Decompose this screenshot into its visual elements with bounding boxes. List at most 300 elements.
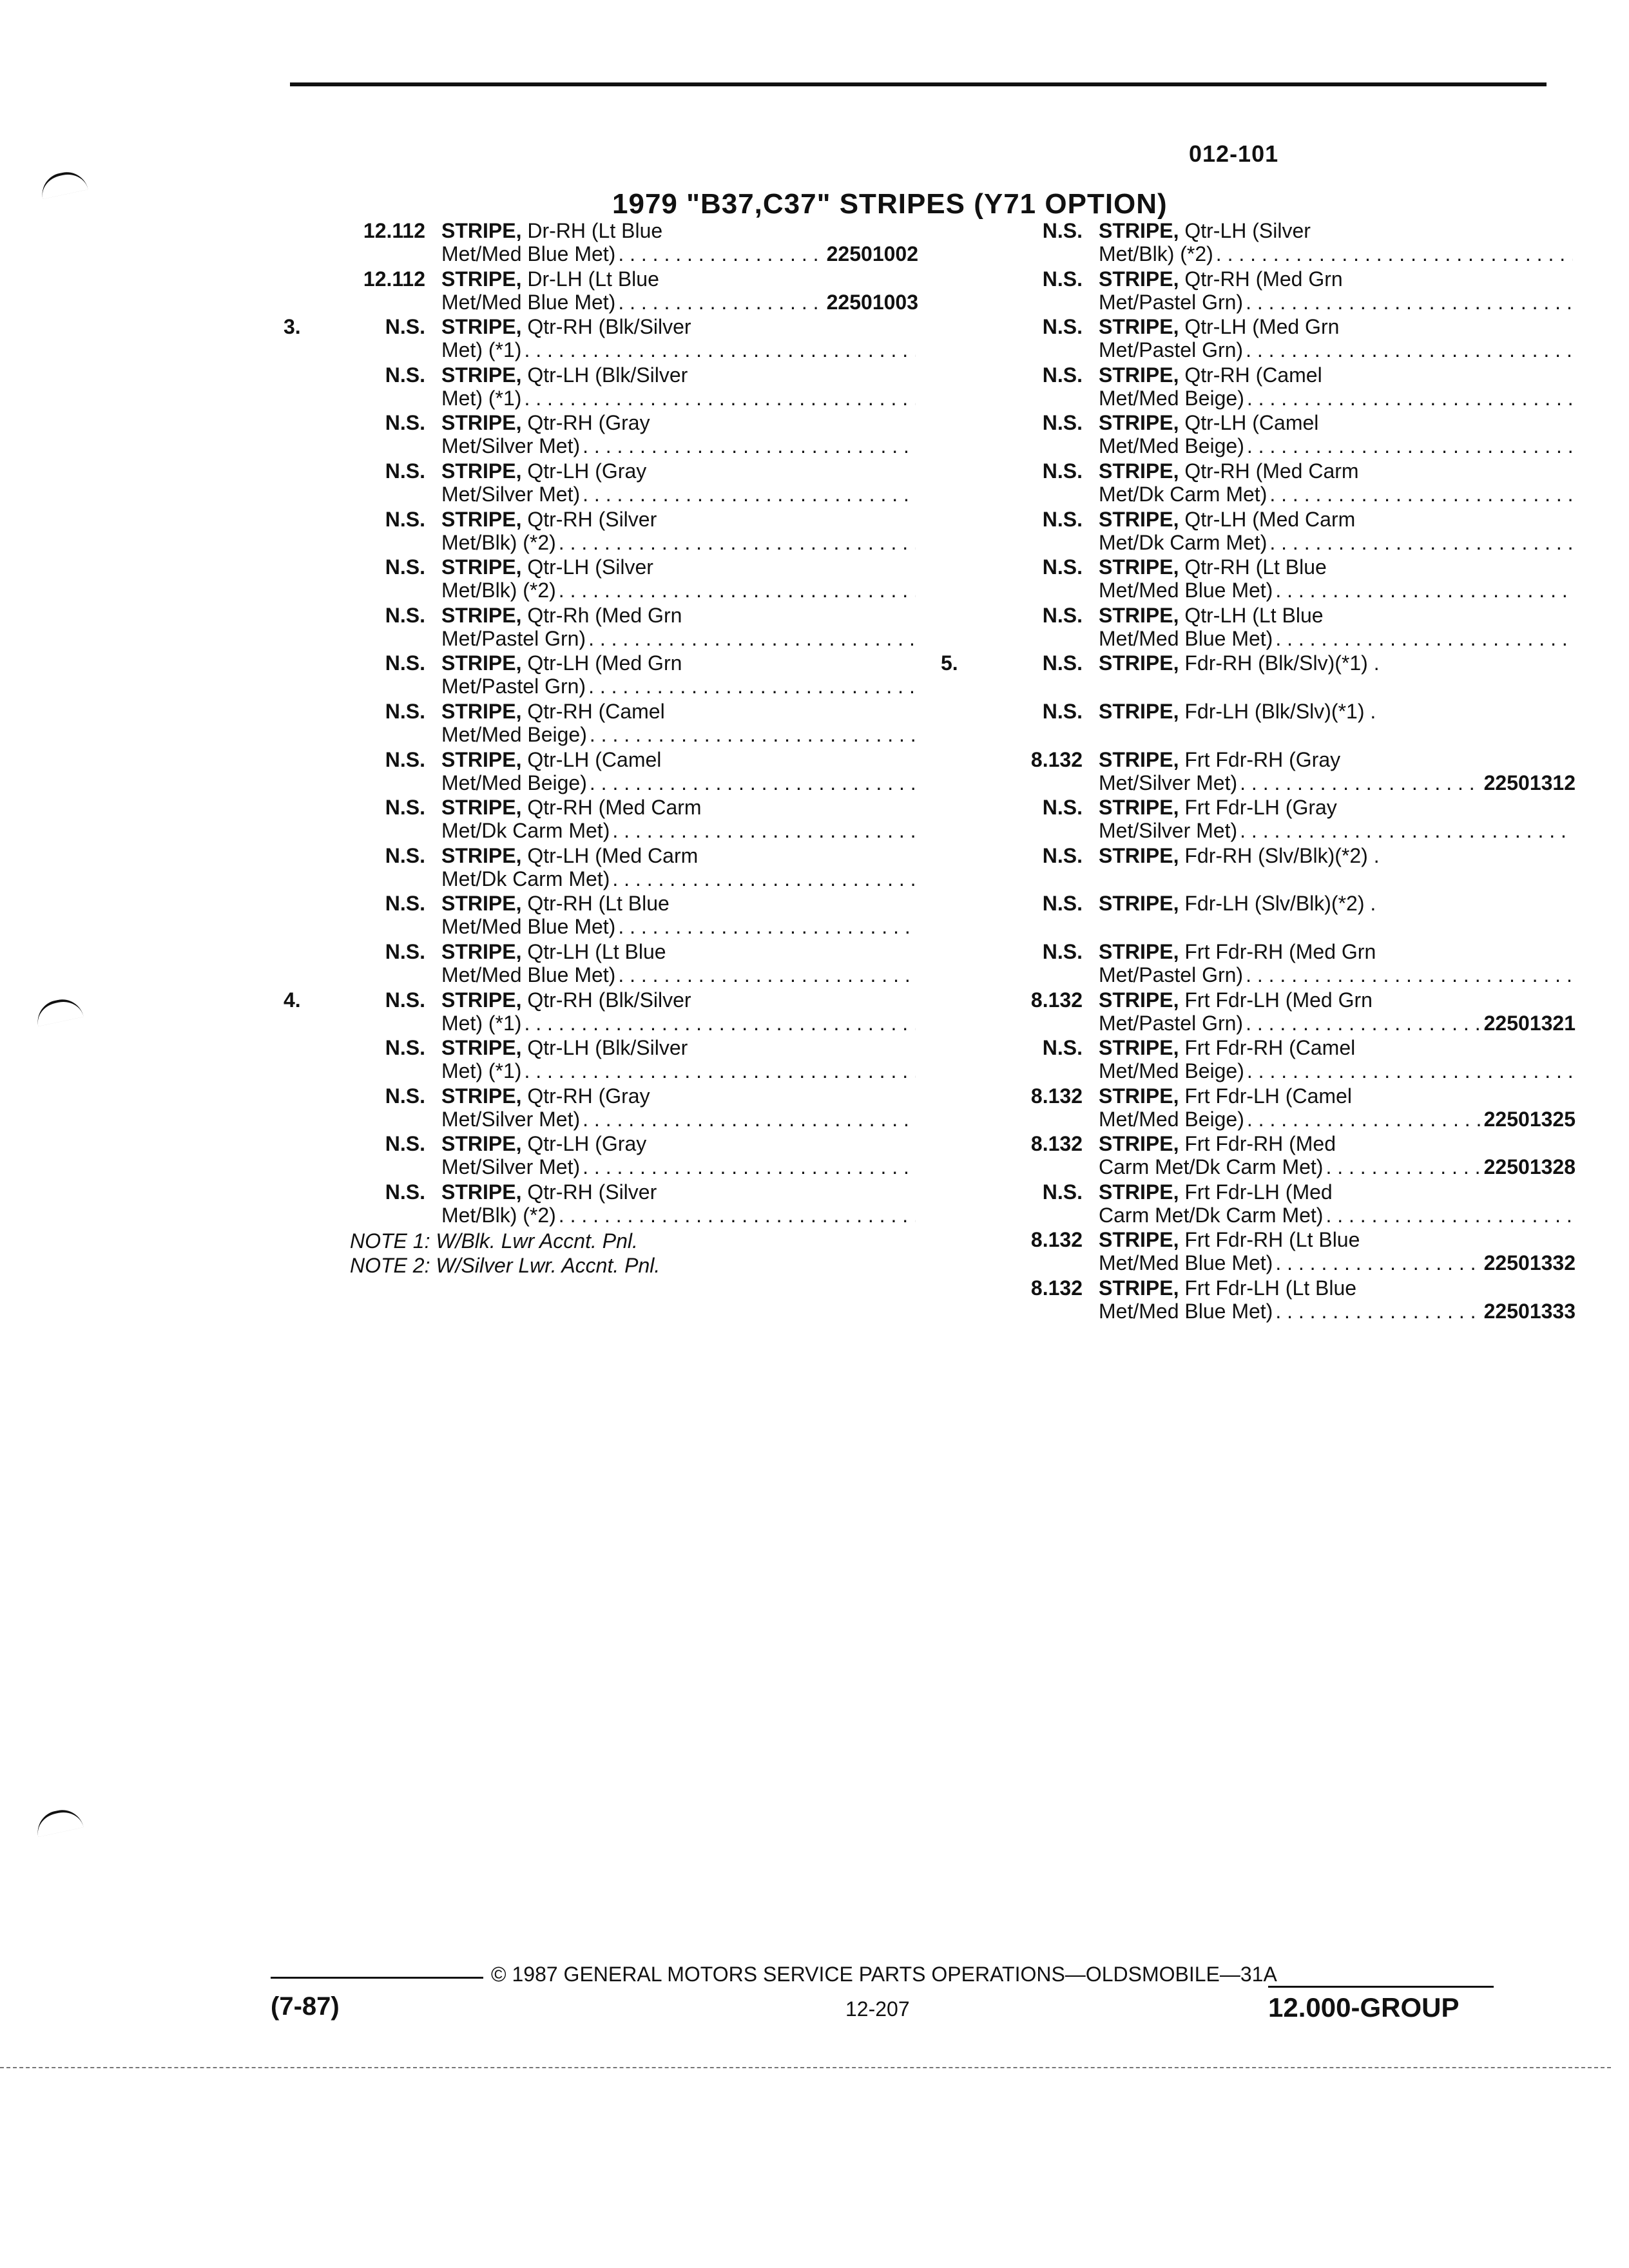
illustration-part-number: N.S. [385, 988, 425, 1012]
description-line-1: Qtr-LH (Blk/Silver [527, 1036, 688, 1060]
description-line-2: Met/Blk) (*2) [441, 530, 556, 554]
part-description [1099, 508, 1576, 554]
part-description [1099, 796, 1576, 842]
leader-dots [1246, 291, 1573, 314]
part-description [1099, 1180, 1576, 1227]
description-line-2: Met) (*1) [441, 338, 522, 362]
part-description [1099, 988, 1576, 1035]
description-line-1: Frt Fdr-LH (Med [1184, 1180, 1333, 1204]
parts-entry [284, 508, 928, 556]
description-line-2: Met/Silver Met) [1099, 819, 1238, 843]
description-line-2: Met/Blk) (*2) [441, 579, 556, 602]
parts-entry [284, 267, 928, 316]
gm-part-number: 22501332 [1483, 1251, 1576, 1275]
illustration-part-number: N.S. [1042, 796, 1083, 820]
parts-entry [284, 940, 928, 988]
part-description [441, 1036, 918, 1082]
description-line-1: Qtr-LH (Med Carm [1184, 507, 1356, 531]
parts-entry [941, 796, 1585, 844]
margin-mark [34, 1806, 83, 1837]
illustration-part-number: N.S. [1042, 363, 1083, 387]
illustration-part-number: N.S. [385, 747, 425, 771]
part-description [441, 651, 918, 698]
leader-dots [583, 434, 916, 457]
part-description: STRIPE, Fdr-LH (Slv/Blk)(*2) . [1099, 892, 1376, 916]
part-name: STRIPE, [1099, 555, 1179, 579]
footer-date-code: (7-87) [271, 1992, 340, 2021]
description-line-2: Met/Med Blue Met) [1099, 579, 1273, 602]
leader-dots [524, 387, 916, 410]
description-line-2: Met/Silver Met) [1099, 771, 1238, 794]
part-name: STRIPE, [1099, 459, 1179, 483]
part-name: STRIPE, [441, 1036, 522, 1060]
description-line-1: Qtr-RH (Camel [1184, 363, 1322, 387]
description-line-2: Met/Med Beige) [1099, 1059, 1244, 1083]
description-line-1: Qtr-LH (Camel [527, 747, 662, 771]
illustration-part-number: 8.132 [1030, 988, 1083, 1012]
parts-entry [284, 459, 928, 508]
illustration-part-number: 12.112 [363, 267, 425, 291]
part-name: STRIPE, [1099, 603, 1179, 627]
description-line-1: Frt Fdr-RH (Med Grn [1184, 939, 1376, 963]
description-line-1: Qtr-RH (Camel [527, 699, 665, 723]
part-name: STRIPE, [441, 315, 522, 339]
part-description [441, 459, 918, 506]
description-line-2: Met/Silver Met) [441, 1155, 581, 1179]
description-line-1: Qtr-Rh (Med Grn [527, 603, 682, 627]
description-line-1: Qtr-LH (Silver [527, 555, 653, 579]
leader-dots [1275, 579, 1573, 602]
part-description: STRIPE, Fdr-LH (Blk/Slv)(*1) . [1099, 699, 1376, 723]
description-line-1: Dr-RH (Lt Blue [527, 219, 663, 242]
part-name: STRIPE, [1099, 1036, 1179, 1060]
illustration-part-number: 8.132 [1030, 747, 1083, 771]
parts-entry [941, 411, 1585, 459]
part-description [441, 796, 918, 842]
description-line-2: Met/Med Beige) [441, 771, 587, 794]
part-description [441, 1084, 918, 1131]
illustration-part-number: N.S. [1042, 555, 1083, 579]
note-2: NOTE 2: W/Silver Lwr. Accnt. Pnl. [350, 1254, 660, 1277]
leader-dots [1269, 483, 1573, 506]
part-description [1099, 1132, 1576, 1178]
part-description [441, 508, 918, 554]
parts-entry [941, 1180, 1585, 1229]
part-name: STRIPE, [1099, 1228, 1179, 1252]
part-name: STRIPE, [441, 747, 522, 771]
part-description [1099, 940, 1576, 986]
description-line-1: Frt Fdr-RH (Camel [1184, 1036, 1356, 1060]
footer-rule-left [271, 1977, 483, 1979]
leader-dots [1246, 1012, 1481, 1035]
parts-entry [941, 508, 1585, 556]
illustration-part-number: N.S. [1042, 315, 1083, 339]
part-name: STRIPE, [441, 507, 522, 531]
description-line-2: Met/Pastel Grn) [1099, 1011, 1244, 1035]
part-name: STRIPE, [1099, 843, 1179, 867]
description-line-1: Qtr-RH (Silver [527, 507, 657, 531]
illustration-part-number: N.S. [1042, 507, 1083, 531]
description-line-1: Fdr-LH (Slv/Blk)(*2) [1184, 892, 1365, 916]
part-name: STRIPE, [441, 1180, 522, 1204]
part-description [441, 748, 918, 794]
part-description [441, 1180, 918, 1227]
parts-entry [941, 459, 1585, 508]
illustration-part-number: N.S. [385, 459, 425, 483]
description-line-2: Met/Pastel Grn) [441, 626, 586, 650]
leader-dots [1275, 627, 1573, 650]
part-description [1099, 1228, 1576, 1274]
parts-entry [284, 700, 928, 748]
description-line-1: Frt Fdr-RH (Lt Blue [1184, 1228, 1360, 1252]
part-name: STRIPE, [1099, 411, 1179, 435]
illustration-part-number: N.S. [1042, 1180, 1083, 1204]
description-line-1: Frt Fdr-LH (Lt Blue [1184, 1276, 1357, 1300]
leader-dots [1247, 387, 1573, 410]
gm-part-number: 22501321 [1483, 1011, 1576, 1035]
description-line-2: Met/Med Blue Met) [1099, 626, 1273, 650]
leader-dots [1325, 1204, 1573, 1227]
part-name: STRIPE, [1099, 988, 1179, 1012]
part-description [1099, 459, 1576, 506]
illustration-part-number: N.S. [385, 603, 425, 627]
description-line-1: Qtr-RH (Med Carm [1184, 459, 1359, 483]
part-name: STRIPE, [441, 267, 522, 291]
parts-entry [284, 796, 928, 844]
parts-entry [284, 892, 928, 940]
illustration-part-number: N.S. [385, 699, 425, 723]
description-line-1: Fdr-RH (Slv/Blk)(*2) [1184, 843, 1368, 867]
description-line-1: Qtr-LH (Camel [1184, 411, 1319, 435]
description-line-1: Qtr-LH (Gray [527, 459, 647, 483]
parts-list-right [941, 219, 1585, 1325]
part-name: STRIPE, [1099, 939, 1179, 963]
parts-entry [284, 1084, 928, 1133]
illustration-part-number: N.S. [385, 939, 425, 963]
page-code: 012-101 [1189, 140, 1279, 167]
parts-entry [284, 604, 928, 652]
illustration-part-number: N.S. [1042, 459, 1083, 483]
parts-entry [941, 651, 1585, 700]
illustration-part-number: N.S. [385, 1180, 425, 1204]
footer-copyright: © 1987 GENERAL MOTORS SERVICE PARTS OPERATIONS—OLDSMOBILE—31A [491, 1963, 1277, 1986]
description-line-2: Met/Med Beige) [441, 722, 587, 746]
parts-entry [284, 651, 928, 700]
parts-entry [941, 940, 1585, 988]
leader-dots [1246, 338, 1573, 361]
part-name: STRIPE, [441, 603, 522, 627]
reference-number: 5. [941, 651, 958, 675]
illustration-part-number: N.S. [1042, 219, 1083, 242]
illustration-part-number: N.S. [385, 1084, 425, 1108]
illustration-part-number: N.S. [1042, 1036, 1083, 1060]
part-name: STRIPE, [441, 219, 522, 242]
description-line-2: Met/Med Beige) [1099, 386, 1244, 410]
parts-entry [941, 1132, 1585, 1180]
description-line-1: Qtr-LH (Med Grn [1184, 315, 1340, 339]
illustration-part-number: N.S. [385, 892, 425, 916]
part-name: STRIPE, [441, 939, 522, 963]
part-description [1099, 1084, 1576, 1131]
parts-entry [941, 988, 1585, 1037]
leader-dots [524, 338, 916, 361]
parts-entry [284, 555, 928, 604]
illustration-part-number: N.S. [385, 315, 425, 339]
illustration-part-number: N.S. [1042, 267, 1083, 291]
part-description [1099, 1276, 1576, 1323]
description-line-2: Met/Pastel Grn) [1099, 338, 1244, 362]
illustration-part-number: N.S. [385, 555, 425, 579]
description-line-1: Dr-LH (Lt Blue [527, 267, 659, 291]
illustration-part-number: N.S. [1042, 651, 1083, 675]
illustration-part-number: N.S. [1042, 843, 1083, 867]
illustration-part-number: N.S. [385, 363, 425, 387]
description-line-1: Frt Fdr-LH (Med Grn [1184, 988, 1373, 1012]
description-line-2: Met/Med Blue Met) [1099, 1300, 1273, 1323]
leader-dots [1269, 531, 1573, 554]
parts-entry [284, 748, 928, 796]
description-line-2: Met/Silver Met) [441, 1107, 581, 1131]
part-description [441, 315, 918, 361]
parts-entry [284, 1180, 928, 1229]
description-line-1: Qtr-LH (Lt Blue [527, 939, 666, 963]
description-line-2: Met/Med Blue Met) [1099, 1251, 1273, 1275]
gm-part-number: 22501333 [1483, 1300, 1576, 1323]
part-name: STRIPE, [441, 843, 522, 867]
part-name: STRIPE, [441, 459, 522, 483]
leader-dots [1247, 1108, 1481, 1131]
illustration-part-number: N.S. [385, 1036, 425, 1060]
leader-dots [618, 291, 824, 314]
part-description [1099, 315, 1576, 361]
part-name: STRIPE, [1099, 1276, 1179, 1300]
parts-entry [941, 700, 1585, 748]
description-line-1: Qtr-RH (Gray [527, 411, 650, 435]
part-name: STRIPE, [1099, 1180, 1179, 1204]
description-line-1: Qtr-RH (Silver [527, 1180, 657, 1204]
top-rule [290, 82, 1547, 86]
footer-rule-right [1268, 1986, 1494, 1988]
scan-edge-line [0, 2067, 1611, 2068]
illustration-part-number: N.S. [385, 1132, 425, 1156]
parts-entry [941, 315, 1585, 363]
part-description [441, 411, 918, 457]
leader-dots [559, 579, 916, 602]
parts-entry [941, 892, 1585, 940]
leader-dots [1325, 1155, 1481, 1178]
parts-entry [284, 219, 928, 267]
parts-entry [284, 844, 928, 892]
parts-entry [284, 363, 928, 412]
part-description [1099, 1036, 1576, 1082]
leader-dots [612, 867, 916, 890]
part-description [441, 363, 918, 410]
footer-group: 12.000-GROUP [1268, 1992, 1460, 2023]
leader-dots [588, 675, 916, 698]
page-title: 1979 "B37,C37" STRIPES (Y71 OPTION) [612, 188, 1168, 220]
part-name: STRIPE, [1099, 651, 1179, 675]
description-line-2: Met) (*1) [441, 1059, 522, 1083]
leader-dots [1275, 1300, 1481, 1323]
reference-number: 3. [284, 315, 301, 339]
gm-part-number: 22501328 [1483, 1155, 1576, 1179]
part-name: STRIPE, [441, 1132, 522, 1156]
description-line-1: Frt Fdr-LH (Camel [1184, 1084, 1352, 1108]
description-line-2: Carm Met/Dk Carm Met) [1099, 1155, 1324, 1179]
part-description: STRIPE, Fdr-RH (Slv/Blk)(*2) . [1099, 843, 1380, 867]
leader-dots [618, 915, 916, 938]
reference-number: 4. [284, 988, 301, 1012]
gm-part-number: 22501002 [826, 242, 918, 265]
description-line-1: Qtr-LH (Blk/Silver [527, 363, 688, 387]
part-name: STRIPE, [441, 555, 522, 579]
description-line-2: Met/Dk Carm Met) [1099, 530, 1268, 554]
leader-dots [590, 723, 916, 746]
parts-entry [941, 363, 1585, 412]
description-line-1: Qtr-LH (Med Carm [527, 843, 699, 867]
parts-entry [284, 315, 928, 363]
part-description [441, 555, 918, 602]
description-line-2: Carm Met/Dk Carm Met) [1099, 1203, 1324, 1227]
description-line-2: Met/Med Beige) [1099, 1107, 1244, 1131]
part-name: STRIPE, [1099, 219, 1179, 242]
part-description [441, 219, 918, 265]
description-line-2: Met/Med Blue Met) [441, 963, 616, 986]
description-line-1: Qtr-RH (Med Carm [527, 796, 702, 820]
part-name: STRIPE, [1099, 267, 1179, 291]
leader-dots [1247, 434, 1573, 457]
description-line-2: Met) (*1) [441, 386, 522, 410]
illustration-part-number: 8.132 [1030, 1084, 1083, 1108]
description-line-1: Qtr-LH (Lt Blue [1184, 603, 1324, 627]
leader-dots [583, 483, 916, 506]
description-line-2: Met/Med Blue Met) [441, 242, 616, 265]
margin-mark [38, 168, 88, 199]
description-line-2: Met/Pastel Grn) [1099, 290, 1244, 314]
description-line-2: Met) (*1) [441, 1011, 522, 1035]
illustration-part-number: N.S. [1042, 411, 1083, 435]
description-line-1: Qtr-RH (Gray [527, 1084, 650, 1108]
leader-dots [612, 819, 916, 842]
parts-entry [941, 1084, 1585, 1133]
description-line-2: Met/Dk Carm Met) [441, 819, 610, 843]
gm-part-number: 22501003 [826, 290, 918, 314]
part-name: STRIPE, [441, 411, 522, 435]
description-line-2: Met/Dk Carm Met) [441, 867, 610, 890]
parts-entry [941, 219, 1585, 267]
parts-entry [284, 411, 928, 459]
description-line-2: Met/Med Blue Met) [441, 915, 616, 939]
description-line-1: Frt Fdr-LH (Gray [1184, 796, 1337, 820]
leader-dots [1247, 1059, 1573, 1082]
description-line-1: Frt Fdr-RH (Med [1184, 1132, 1336, 1156]
leader-dots [1240, 819, 1573, 842]
gm-part-number: 22501312 [1483, 771, 1576, 794]
part-name: STRIPE, [1099, 796, 1179, 820]
description-line-1: Fdr-RH (Blk/Slv)(*1) [1184, 651, 1368, 675]
illustration-part-number: N.S. [385, 411, 425, 435]
illustration-part-number: N.S. [1042, 699, 1083, 723]
part-name: STRIPE, [1099, 315, 1179, 339]
illustration-part-number: 12.112 [363, 219, 425, 242]
description-line-2: Met/Med Beige) [1099, 434, 1244, 458]
part-description [1099, 555, 1576, 602]
parts-entry [941, 555, 1585, 604]
part-description [441, 844, 918, 890]
illustration-part-number: N.S. [385, 843, 425, 867]
part-description [441, 988, 918, 1035]
part-description [441, 267, 918, 314]
part-name: STRIPE, [441, 1084, 522, 1108]
leader-dots [618, 963, 916, 986]
description-line-1: Qtr-LH (Gray [527, 1132, 647, 1156]
note-1: NOTE 1: W/Blk. Lwr Accnt. Pnl. [350, 1229, 638, 1253]
margin-mark [34, 995, 83, 1026]
part-description [441, 604, 918, 650]
parts-entry [941, 267, 1585, 316]
part-name: STRIPE, [1099, 507, 1179, 531]
leader-dots [583, 1108, 916, 1131]
leader-dots [559, 1204, 916, 1227]
description-line-2: Met/Blk) (*2) [441, 1203, 556, 1227]
gm-part-number: 22501325 [1483, 1107, 1576, 1131]
leader-dots [559, 531, 916, 554]
part-description [1099, 363, 1576, 410]
footer-page-number: 12-207 [845, 1997, 910, 2021]
parts-entry [284, 988, 928, 1037]
part-name: STRIPE, [441, 699, 522, 723]
part-name: STRIPE, [441, 988, 522, 1012]
leader-dots [588, 627, 916, 650]
description-line-1: Qtr-RH (Med Grn [1184, 267, 1343, 291]
leader-dots [1216, 242, 1573, 265]
illustration-part-number: N.S. [1042, 892, 1083, 916]
parts-entry [941, 604, 1585, 652]
part-name: STRIPE, [441, 796, 522, 820]
description-line-2: Met/Silver Met) [441, 482, 581, 506]
part-description [441, 700, 918, 746]
description-line-1: Qtr-LH (Silver [1184, 219, 1311, 242]
part-name: STRIPE, [441, 892, 522, 916]
parts-entry [941, 844, 1585, 892]
description-line-1: Qtr-RH (Blk/Silver [527, 988, 691, 1012]
part-description [441, 892, 918, 938]
part-name: STRIPE, [1099, 747, 1179, 771]
illustration-part-number: N.S. [385, 796, 425, 820]
illustration-part-number: N.S. [385, 651, 425, 675]
leader-dots [524, 1012, 916, 1035]
description-line-2: Met/Blk) (*2) [1099, 242, 1213, 265]
part-name: STRIPE, [1099, 892, 1179, 916]
leader-dots [1240, 771, 1481, 794]
leader-dots [590, 771, 916, 794]
illustration-part-number: 8.132 [1030, 1132, 1083, 1156]
part-name: STRIPE, [1099, 1084, 1179, 1108]
parts-entry [941, 1276, 1585, 1325]
parts-list-left [284, 219, 928, 1228]
leader-dots [1246, 963, 1573, 986]
description-line-1: Qtr-RH (Lt Blue [527, 892, 670, 916]
parts-entry [284, 1132, 928, 1180]
illustration-part-number: 8.132 [1030, 1276, 1083, 1300]
leader-dots [524, 1059, 916, 1082]
illustration-part-number: N.S. [385, 507, 425, 531]
illustration-part-number: N.S. [1042, 939, 1083, 963]
part-description [1099, 219, 1576, 265]
part-description [441, 1132, 918, 1178]
part-description [1099, 748, 1576, 794]
part-name: STRIPE, [1099, 363, 1179, 387]
